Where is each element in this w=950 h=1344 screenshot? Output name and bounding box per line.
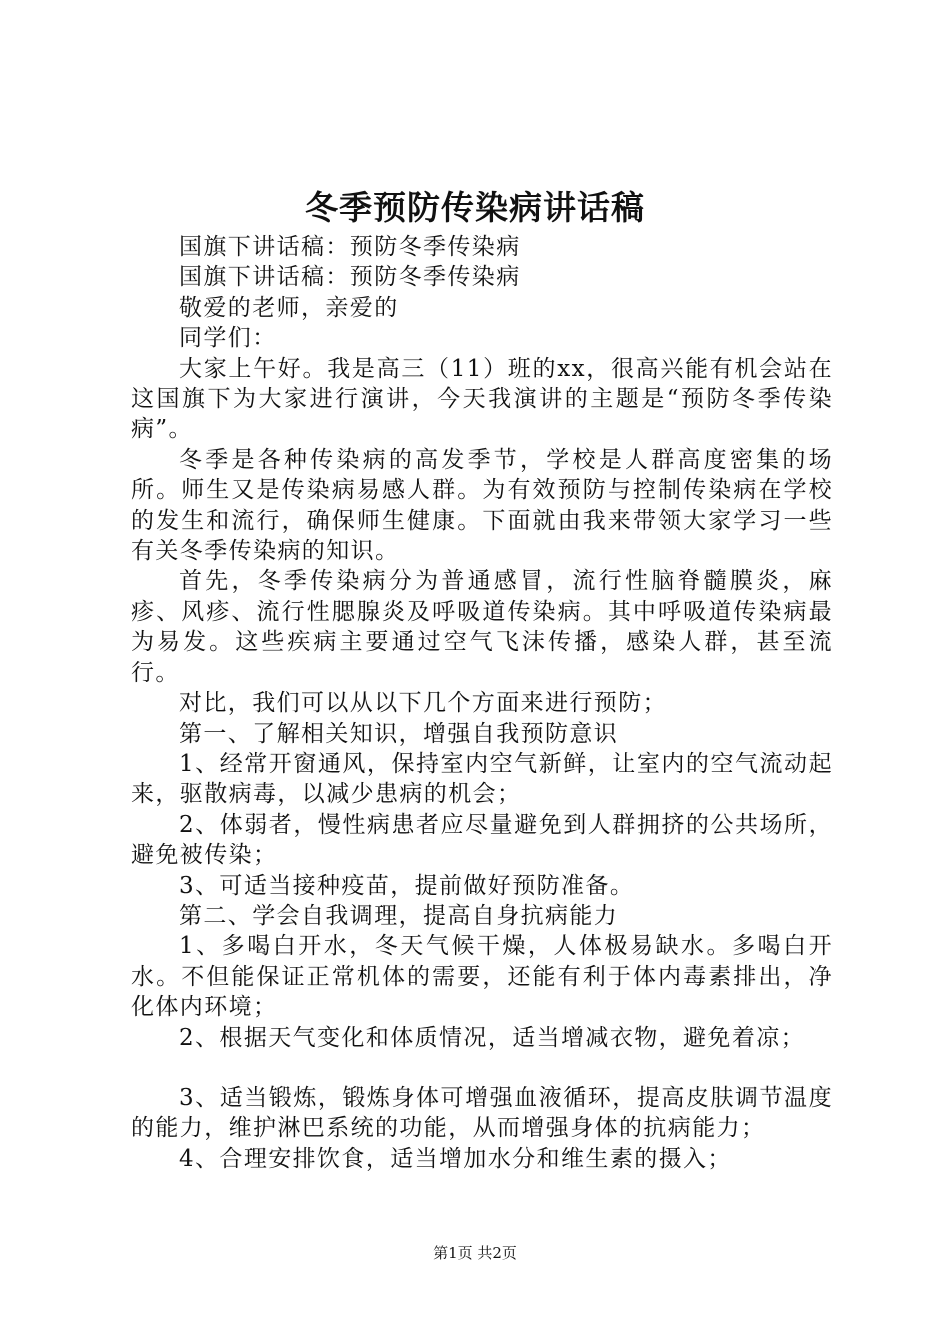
paragraph: 首先，冬季传染病分为普通感冒，流行性脑脊髓膜炎，麻疹、风疹、流行性腮腺炎及呼吸道传染病。其中呼吸道传染病最为易发。这些疾病主要通过空气飞沫传播，感染人群，甚至流行。	[131, 568, 833, 686]
paragraph: 大家上午好。我是高三（11）班的xx，很高兴能有机会站在这国旗下为大家进行演讲，今天我演讲的主题是“预防冬季传染病”。	[131, 355, 833, 443]
paragraph: 第一、了解相关知识，增强自我预防意识	[179, 720, 619, 747]
paragraph: 第二、学会自我调理，提高自身抗病能力	[179, 902, 619, 929]
paragraph: 4、合理安排饮食，适当增加水分和维生素的摄入；	[179, 1145, 732, 1172]
paragraph: 同学们：	[179, 325, 277, 352]
document-title: 冬季预防传染病讲话稿	[305, 188, 645, 227]
paragraph: 国旗下讲话稿：预防冬季传染病	[179, 264, 521, 291]
paragraph: 3、可适当接种疫苗，提前做好预防准备。	[179, 872, 635, 899]
paragraph: 3、适当锻炼，锻炼身体可增强血液循环，提高皮肤调节温度的能力，维护淋巴系统的功能，从而增强身体的抗病能力；	[131, 1084, 833, 1142]
paragraph: 2、根据天气变化和体质情况，适当增减衣物，避免着凉；	[179, 1024, 806, 1051]
paragraph: 2、体弱者，慢性病患者应尽量避免到人群拥挤的公共场所，避免被传染；	[131, 811, 833, 869]
page-footer: 第1页 共2页	[433, 1244, 517, 1262]
paragraph: 对比，我们可以从以下几个方面来进行预防；	[179, 690, 667, 717]
paragraph: 1、多喝白开水，冬天气候干燥，人体极易缺水。多喝白开水。不但能保证正常机体的需要，还能有利于体内毒素排出，净化体内环境；	[131, 933, 833, 1021]
paragraph: 1、经常开窗通风，保持室内空气新鲜，让室内的空气流动起来，驱散病毒，以减少患病的机会；	[131, 750, 833, 808]
document-body	[131, 232, 833, 1174]
paragraph: 国旗下讲话稿：预防冬季传染病	[179, 234, 521, 260]
paragraph: 敬爱的老师，亲爱的	[179, 294, 399, 321]
paragraph: 冬季是各种传染病的高发季节，学校是人群高度密集的场所。师生又是传染病易感人群。为有效预防与控制传染病在学校的发生和流行，确保师生健康。下面就由我来带领大家学习一些有关冬季传染病的知识。	[131, 446, 833, 565]
